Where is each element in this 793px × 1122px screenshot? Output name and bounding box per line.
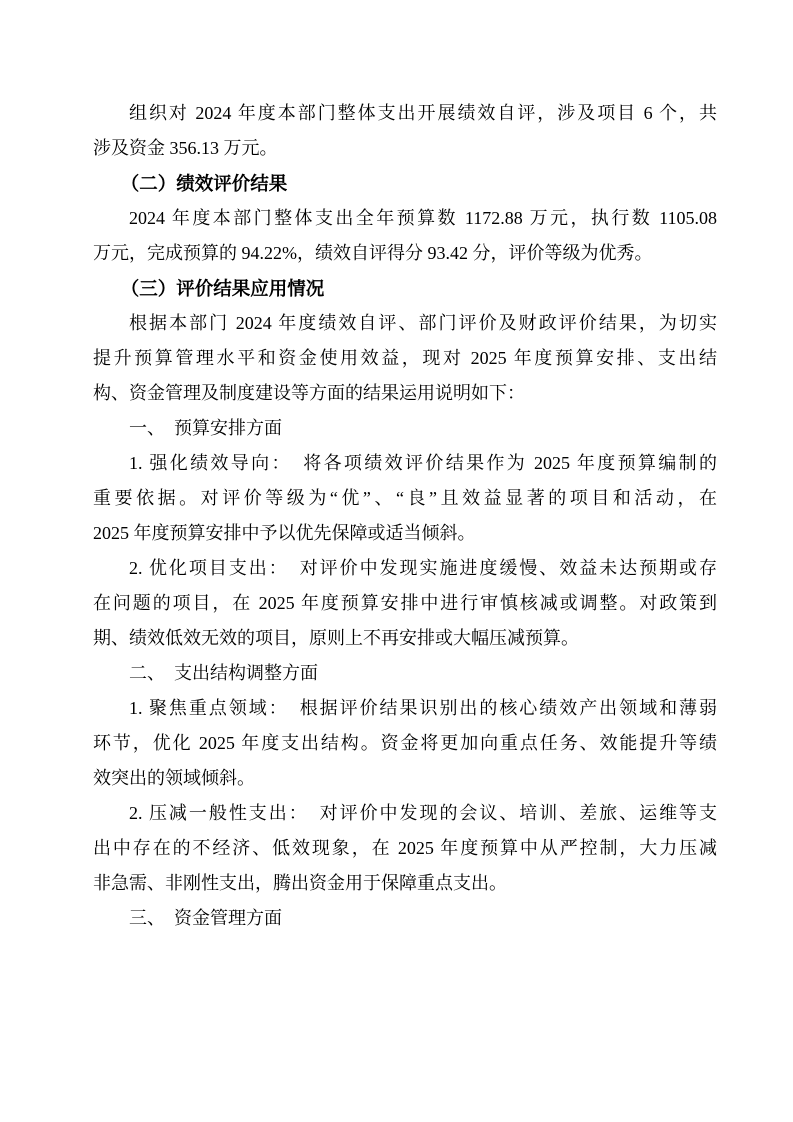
- document-line: 2. 优化项目支出： 对评价中发现实施进度缓慢、效益未达预期或存: [129, 558, 717, 578]
- body-paragraph: [93, 201, 717, 271]
- document-line: 万元，完成预算的 94.22%，绩效自评得分 93.42 分，评价等级为优秀。: [93, 243, 653, 263]
- body-paragraph: [93, 96, 717, 166]
- document-line: 1. 强化绩效导向： 将各项绩效评价结果作为 2025 年度预算编制的: [129, 453, 717, 473]
- document-body: [93, 96, 717, 936]
- document-line: 在问题的项目，在 2025 年度预算安排中进行审慎核减或调整。对政策到: [93, 593, 717, 613]
- body-paragraph: [93, 446, 717, 551]
- numbered-heading: [93, 901, 717, 936]
- body-paragraph: [93, 691, 717, 796]
- document-line: 1. 聚焦重点领域： 根据评价结果识别出的核心绩效产出领域和薄弱: [129, 698, 717, 718]
- document-line: 2025 年度预算安排中予以优先保障或适当倾斜。: [93, 523, 476, 543]
- document-line: 提升预算管理水平和资金使用效益，现对 2025 年度预算安排、支出结: [93, 348, 717, 368]
- document-line: 环节，优化 2025 年度支出结构。资金将更加向重点任务、效能提升等绩: [93, 733, 717, 753]
- numbered-heading: [93, 656, 717, 691]
- document-line: 三、 资金管理方面: [129, 908, 282, 928]
- section-heading: [93, 271, 717, 306]
- document-line: 二、 支出结构调整方面: [129, 663, 318, 683]
- document-line: 构、资金管理及制度建设等方面的结果运用说明如下：: [93, 383, 525, 403]
- document-line: 一、 预算安排方面: [129, 418, 282, 438]
- document-line: 期、绩效低效无效的项目，原则上不再安排或大幅压减预算。: [93, 628, 579, 648]
- document-line: （二）绩效评价结果: [120, 173, 288, 194]
- document-line: 根据本部门 2024 年度绩效自评、部门评价及财政评价结果，为切实: [129, 313, 717, 333]
- section-heading: [93, 166, 717, 201]
- document-line: 重要依据。对评价等级为“优”、“良”且效益显著的项目和活动，在: [93, 488, 717, 508]
- document-line: （三）评价结果应用情况: [120, 278, 325, 299]
- document-line: 效突出的领域倾斜。: [93, 768, 255, 788]
- numbered-heading: [93, 411, 717, 446]
- document-line: 2. 压减一般性支出： 对评价中发现的会议、培训、差旅、运维等支: [129, 803, 717, 823]
- body-paragraph: [93, 796, 717, 901]
- document-line: 涉及资金 356.13 万元。: [93, 138, 278, 158]
- body-paragraph: [93, 306, 717, 411]
- document-line: 出中存在的不经济、低效现象，在 2025 年度预算中从严控制，大力压减: [93, 838, 717, 858]
- body-paragraph: [93, 551, 717, 656]
- document-line: 2024 年度本部门整体支出全年预算数 1172.88 万元，执行数 1105.08: [129, 208, 717, 228]
- document-line: 非急需、非刚性支出，腾出资金用于保障重点支出。: [93, 873, 507, 893]
- document-line: 组织对 2024 年度本部门整体支出开展绩效自评，涉及项目 6 个，共: [129, 103, 717, 123]
